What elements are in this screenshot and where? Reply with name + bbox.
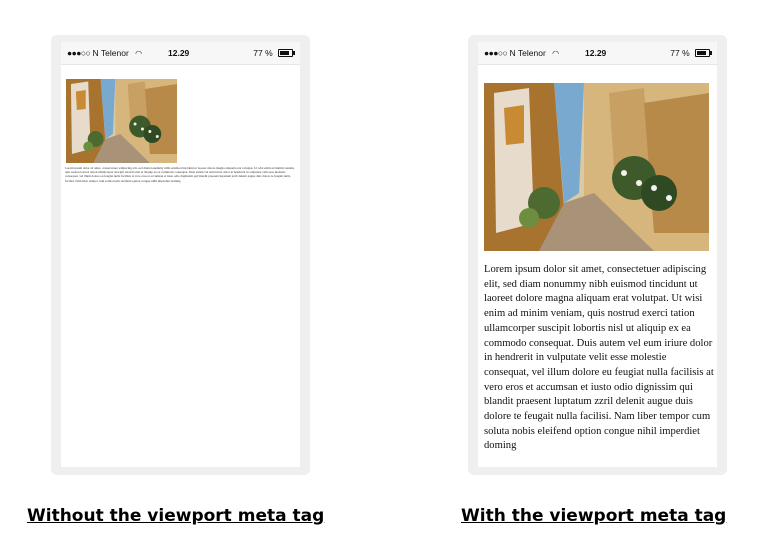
signal-dots-icon: ●●●○○ (484, 48, 508, 58)
street-photo (66, 79, 177, 163)
body-paragraph-small: Lorem ipsum dolor sit amet, consectetuer adipiscing elit, sed diam nonummy nibh euismod tincidunt ut laoreet dolore magna aliquam erat volutpat. Ut wisi enim ad minim veniam, quis nostrud exerci tation ullamcorper suscipit lobortis nisl ut aliquip ex ea commodo consequat. Duis autem vel eum iriure dolor in hendrerit in vulputate velit esse molestie consequat, vel illum dolore eu feugiat nulla facilisis at vero eros et accumsan et iusto odio dignissim qui blandit praesent luptatum zzril delenit augue duis dolore te feugait nulla facilisi. Nam liber tempor cum soluta nobis eleifend option congue nihil imperdiet doming (65, 166, 295, 183)
battery-percent: 77 % (670, 48, 690, 58)
status-bar (61, 42, 300, 65)
phone-screen (61, 42, 300, 467)
street-photo-image (66, 79, 177, 163)
battery-group (253, 48, 293, 58)
battery-icon (278, 49, 293, 57)
status-bar (478, 42, 717, 65)
caption-without-viewport: Without the viewport meta tag (27, 506, 325, 526)
signal-dots-icon: ●●●○○ (67, 48, 91, 58)
carrier-name: N Telenor (92, 48, 129, 58)
body-paragraph-large: Lorem ipsum dolor sit amet, consectetuer adipiscing elit, sed diam nonummy nibh euismod tincidunt ut laoreet dolore magna aliquam erat volutpat. Ut wisi enim ad minim veniam, quis nostrud exerci tation ullamcorper suscipit lobortis nisl ut aliquip ex ea commodo consequat. Duis autem vel eum iriure dolor in hendrerit in vulputate velit esse molestie consequat, vel illum dolore eu feugiat nulla facilisis at vero eros et accumsan et iusto odio dignissim qui blandit praesent luptatum zzril delenit augue duis dolore te feugait nulla facilisi. Nam liber tempor cum soluta nobis eleifend option congue nihil imperdiet doming (484, 264, 714, 452)
street-photo (484, 83, 709, 251)
phone-with-viewport (468, 35, 727, 475)
status-time: 12.29 (585, 48, 607, 58)
street-photo-image (484, 83, 709, 251)
battery-percent: 77 % (253, 48, 273, 58)
phone-without-viewport (51, 35, 310, 475)
carrier-group (484, 48, 559, 58)
battery-icon (695, 49, 710, 57)
wifi-icon: ◠ (135, 49, 143, 58)
status-time: 12.29 (168, 48, 190, 58)
caption-with-viewport: With the viewport meta tag (461, 506, 727, 526)
phone-screen (478, 42, 717, 467)
battery-group (670, 48, 710, 58)
carrier-group (67, 48, 142, 58)
carrier-name: N Telenor (509, 48, 546, 58)
wifi-icon: ◠ (552, 49, 560, 58)
